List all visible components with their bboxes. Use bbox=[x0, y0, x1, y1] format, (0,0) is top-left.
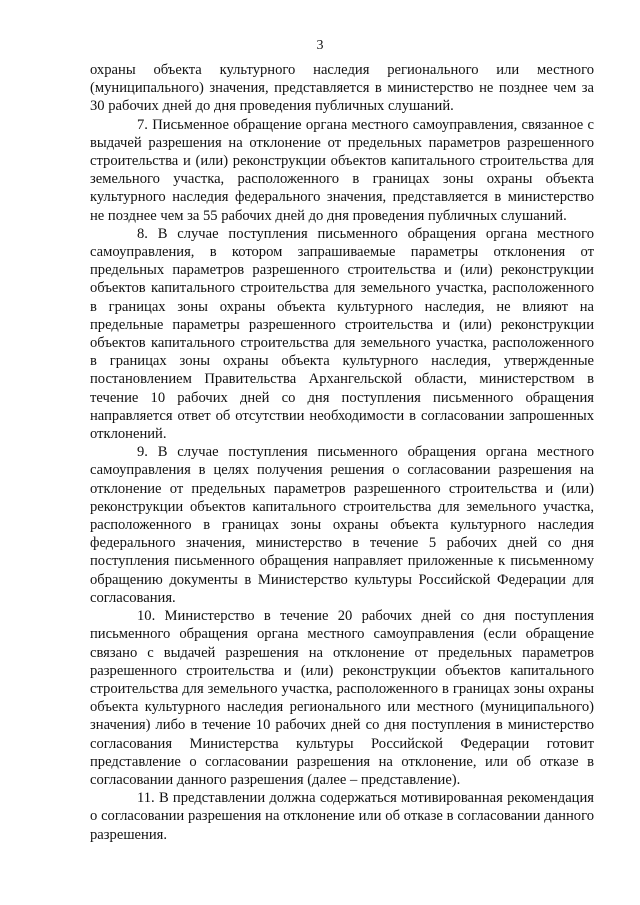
document-body bbox=[90, 61, 594, 844]
paragraph-continuation: охраны объекта культурного наследия регионального или местного (муниципального) значения, представляется в министерство не позднее чем за 30 рабочих дней до дня проведения публичных слушаний. bbox=[90, 62, 594, 115]
paragraph-7: 7. Письменное обращение органа местного самоуправления, связанное с выдачей разрешения на отклонение от предельных параметров разрешенного строительства и (или) реконструкции объектов капитального строительства для земельного участка, расположенного в границах зоны охраны объекта культурного наследия федерального значения, представляется в министерство не позднее чем за 55 рабочих дней до дня проведения публичных слушаний. bbox=[90, 116, 594, 224]
paragraph-10: 10. Министерство в течение 20 рабочих дней со дня поступления письменного обращения органа местного самоуправления (если обращение связано с выдачей разрешения на отклонение от предельных параметров разрешенного строительства и (или) реконструкции объектов капитального строительства для земельного участка, расположенного в границах зоны охраны объекта культурного наследия регионального или местного (муниципального) значения) либо в течение 10 рабочих дней со дня поступления в министерство согласования Министерства культуры Российской Федерации готовит представление о согласовании разрешения на отклонение, или об отказе в согласовании данного разрешения (далее – представление). bbox=[90, 608, 594, 788]
page-number: 3 bbox=[316, 38, 324, 53]
paragraph-8: 8. В случае поступления письменного обращения органа местного самоуправления, в котором запрашиваемые параметры отклонения от предельных параметров разрешенного строительства и (или) реконструкции объектов капитального строительства для земельного участка, расположенного в границах зоны охраны объекта культурного наследия, не влияют на предельные параметры разрешенного строительства и (или) реконструкции объектов капитального строительства для земельного участка, расположенного в границах зоны охраны объекта культурного наследия, утвержденные постановлением Правительства Архангельской области, министерством в течение 10 рабочих дней со дня поступления письменного обращения направляется ответ об отсутствии необходимости в согласовании запрошенных отклонений. bbox=[90, 225, 594, 443]
paragraph-11: 11. В представлении должна содержаться мотивированная рекомендация о согласовании разрешения на отклонение или об отказе в согласовании данного разрешения. bbox=[90, 790, 594, 843]
paragraph-9: 9. В случае поступления письменного обращения органа местного самоуправления в целях получения решения о согласовании разрешения на отклонение от предельных параметров разрешенного строительства и (или) реконструкции объектов капитального строительства для земельного участка, расположенного в границах зоны охраны объекта культурного наследия федерального значения, министерство в течение 5 рабочих дней со дня поступления письменного обращения направляет приложенные к письменному обращению документы в Министерство культуры Российской Федерации для согласования. bbox=[90, 444, 594, 606]
